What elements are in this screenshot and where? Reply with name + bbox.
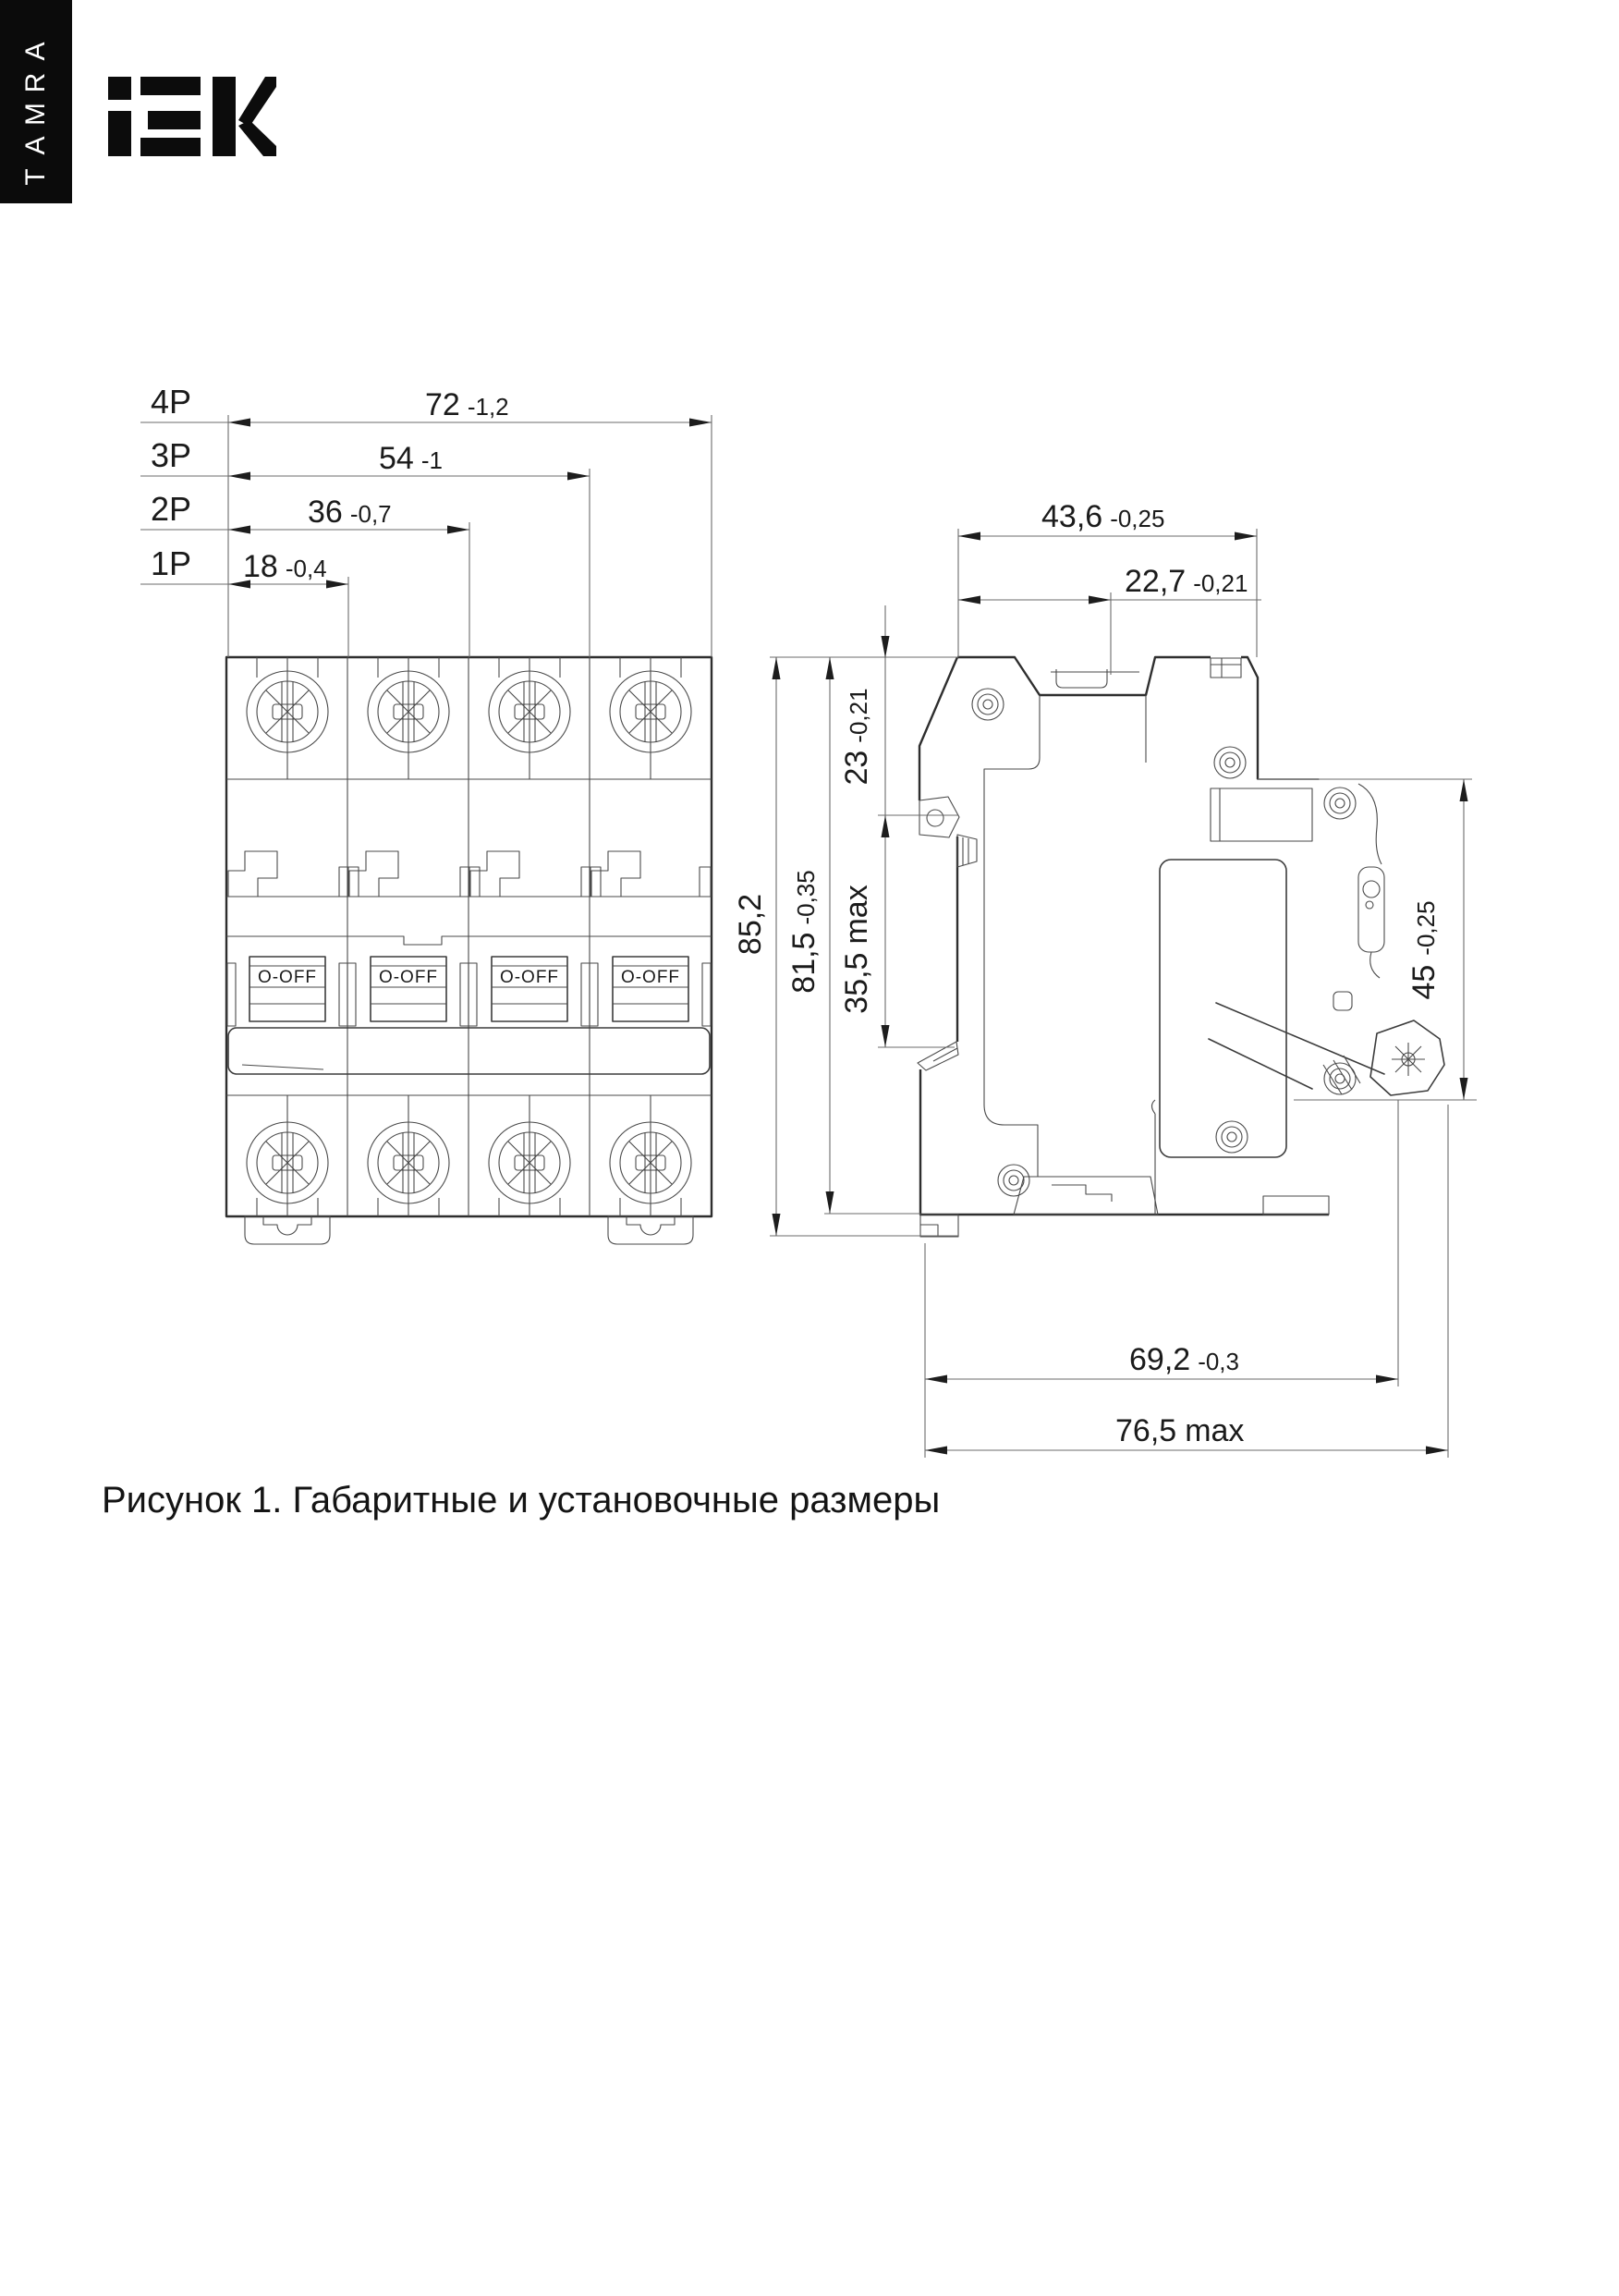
dim-depth-top — [958, 499, 1257, 541]
brand-letter: A — [20, 135, 51, 155]
clip-screw — [927, 810, 943, 826]
din-foot — [245, 1216, 330, 1244]
toggle-handle — [250, 957, 325, 1021]
dim-1p — [140, 544, 348, 589]
dim-depth-terminal — [958, 564, 1261, 605]
mid-tabs — [228, 851, 711, 897]
dim-3p — [140, 436, 590, 481]
brand-letter: T — [20, 167, 51, 186]
rivet-icon — [1214, 747, 1246, 778]
dim-depth-max — [925, 1413, 1448, 1455]
brand-letter: R — [20, 71, 51, 93]
rivet-icon — [1216, 1121, 1248, 1153]
din-foot — [608, 1216, 693, 1244]
dim-value: 18 -0,4 — [243, 549, 327, 584]
side-foot-tab — [920, 1215, 958, 1237]
dim-4p — [140, 383, 712, 427]
toggle-label: O-OFF — [257, 968, 318, 987]
bottom-pedestal — [1014, 1177, 1158, 1215]
dim-height-total — [733, 657, 781, 1236]
dim-value: 22,7 -0,21 — [1125, 564, 1248, 599]
front-window — [1211, 788, 1312, 841]
toggle-handle — [492, 957, 567, 1021]
dim-label: 4P — [151, 383, 192, 421]
brand-letter: A — [20, 41, 51, 61]
side-top-clip — [1211, 658, 1241, 678]
rivets — [972, 689, 1356, 1196]
clamp-arm — [1358, 784, 1382, 864]
clamp-plate — [1358, 867, 1384, 952]
side-dimensions — [733, 499, 1477, 1458]
clip-screw-boss — [919, 797, 959, 837]
dim-rail-window — [839, 885, 890, 1047]
dim-label: 1P — [151, 544, 192, 582]
toggle-label: O-OFF — [620, 968, 681, 987]
clamp-curve — [1370, 952, 1380, 978]
dim-depth-body — [925, 1342, 1398, 1384]
rivet-icon — [972, 689, 1004, 720]
tie-bar-detail — [242, 1065, 323, 1069]
front-dimensions — [140, 383, 712, 657]
back-bottom-edge — [920, 1069, 1329, 1215]
dim-value: 81,5-0,35 — [786, 870, 822, 994]
side-toggle-lever — [1209, 1003, 1444, 1095]
dim-value: 36 -0,7 — [308, 495, 392, 530]
dim-value: 69,2 -0,3 — [1129, 1342, 1239, 1377]
front-view — [226, 657, 712, 1244]
dim-value: 43,6 -0,25 — [1041, 499, 1165, 534]
inner-cavity — [984, 695, 1040, 1177]
dim-value: 72 -1,2 — [425, 387, 509, 422]
side-extension-lines — [770, 529, 1477, 1458]
side-view — [918, 657, 1444, 1237]
toggle-label: O-OFF — [378, 968, 439, 987]
back-top-slant — [919, 657, 957, 800]
front-face-slot — [1333, 992, 1352, 1010]
rivet-icon — [1324, 788, 1356, 819]
dim-value: 23-0,21 — [839, 688, 874, 786]
dim-height-body — [786, 657, 834, 1214]
rivet-icon — [998, 1165, 1029, 1196]
dim-label: 3P — [151, 436, 192, 474]
dim-label: 2P — [151, 490, 192, 528]
front-panel — [1160, 860, 1286, 1157]
inner-panel-edge — [1152, 1100, 1156, 1215]
lever-tip-screw-icon — [1392, 1043, 1425, 1076]
clip-tooth-top — [957, 835, 977, 867]
figure-caption: Рисунок 1. Габаритные и установочные размеры — [102, 1480, 941, 1520]
toggle-handle — [613, 957, 688, 1021]
dim-2p — [140, 490, 469, 534]
dim-value: 54 -1 — [379, 441, 443, 476]
toggle-label: O-OFF — [499, 968, 560, 987]
dim-value: 45-0,25 — [1406, 900, 1442, 1000]
dim-value: 35,5max — [839, 885, 874, 1014]
toggle-handle — [371, 957, 446, 1021]
bottom-front-step — [1263, 1196, 1329, 1215]
rivet-icon — [1324, 1063, 1356, 1094]
dim-value: 85,2 — [733, 893, 768, 956]
front-extension-lines — [228, 415, 712, 657]
dim-value: 76,5 max — [1115, 1413, 1245, 1448]
brand-letter: M — [20, 102, 51, 126]
clip-tooth-bottom — [918, 1042, 958, 1070]
